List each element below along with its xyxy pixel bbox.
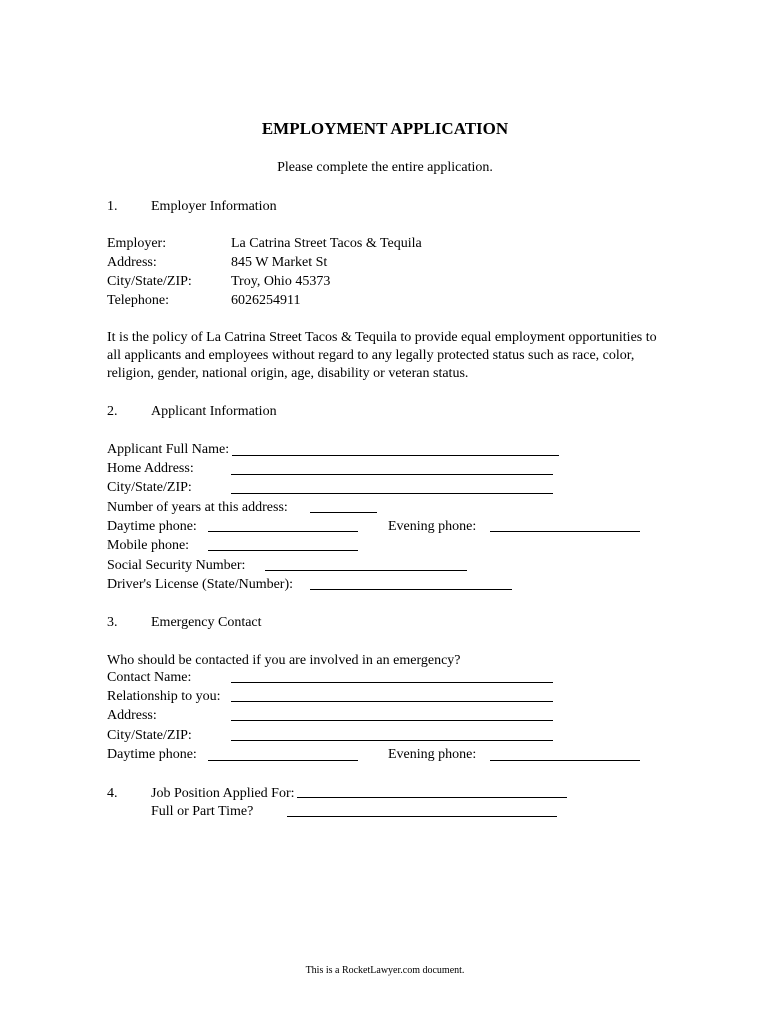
page-subtitle: Please complete the entire application. bbox=[277, 160, 493, 175]
section-1-number: 1. bbox=[107, 199, 118, 214]
section-3-number: 3. bbox=[107, 615, 118, 630]
policy-line-2: all applicants and employees without regard to any legally protected status such as race, color, bbox=[107, 348, 635, 363]
applicant-name-field[interactable] bbox=[232, 455, 559, 456]
footer-text: This is a RocketLawyer.com document. bbox=[305, 965, 465, 976]
applicant-evening-phone-field[interactable] bbox=[490, 531, 640, 532]
full-or-part-time-label: Full or Part Time? bbox=[151, 804, 254, 819]
employer-address-value: 845 W Market St bbox=[231, 255, 328, 270]
home-address-field[interactable] bbox=[231, 474, 553, 475]
emergency-question: Who should be contacted if you are involved in an emergency? bbox=[107, 653, 461, 668]
employer-label: Employer: bbox=[107, 236, 167, 251]
employer-telephone-value: 6026254911 bbox=[231, 293, 301, 308]
relationship-label: Relationship to you: bbox=[107, 689, 221, 704]
applicant-name-label: Applicant Full Name: bbox=[107, 442, 230, 457]
drivers-license-field[interactable] bbox=[310, 589, 512, 590]
contact-evening-phone-field[interactable] bbox=[490, 760, 640, 761]
applicant-city-label: City/State/ZIP: bbox=[107, 480, 192, 495]
section-4-number: 4. bbox=[107, 786, 118, 801]
policy-line-3: religion, gender, national origin, age, disability or veteran status. bbox=[107, 366, 469, 381]
drivers-license-label: Driver's License (State/Number): bbox=[107, 577, 294, 592]
section-1-heading: Employer Information bbox=[151, 199, 277, 214]
full-or-part-time-field[interactable] bbox=[287, 816, 557, 817]
ssn-field[interactable] bbox=[265, 570, 467, 571]
applicant-daytime-phone-field[interactable] bbox=[208, 531, 358, 532]
contact-daytime-phone-label: Daytime phone: bbox=[107, 747, 197, 762]
contact-daytime-phone-field[interactable] bbox=[208, 760, 358, 761]
contact-address-label: Address: bbox=[107, 708, 157, 723]
policy-line-1: It is the policy of La Catrina Street Tacos & Tequila to provide equal employment opportunities to bbox=[107, 330, 657, 345]
employer-value: La Catrina Street Tacos & Tequila bbox=[231, 236, 422, 251]
section-2-heading: Applicant Information bbox=[151, 404, 277, 419]
contact-name-field[interactable] bbox=[231, 682, 553, 683]
relationship-field[interactable] bbox=[231, 701, 553, 702]
applicant-daytime-phone-label: Daytime phone: bbox=[107, 519, 197, 534]
ssn-label: Social Security Number: bbox=[107, 558, 246, 573]
mobile-phone-label: Mobile phone: bbox=[107, 538, 190, 553]
page-title: EMPLOYMENT APPLICATION bbox=[261, 119, 509, 138]
section-3-heading: Emergency Contact bbox=[151, 615, 262, 630]
years-at-address-label: Number of years at this address: bbox=[107, 500, 288, 515]
job-position-label: Job Position Applied For: bbox=[151, 786, 295, 801]
applicant-evening-phone-label: Evening phone: bbox=[388, 519, 477, 534]
employer-city-label: City/State/ZIP: bbox=[107, 274, 192, 289]
years-at-address-field[interactable] bbox=[310, 512, 377, 513]
section-2-number: 2. bbox=[107, 404, 118, 419]
employer-telephone-label: Telephone: bbox=[107, 293, 169, 308]
contact-address-field[interactable] bbox=[231, 720, 553, 721]
applicant-city-field[interactable] bbox=[231, 493, 553, 494]
contact-name-label: Contact Name: bbox=[107, 670, 192, 685]
home-address-label: Home Address: bbox=[107, 461, 194, 476]
contact-city-label: City/State/ZIP: bbox=[107, 728, 192, 743]
employer-city-value: Troy, Ohio 45373 bbox=[231, 274, 331, 289]
employer-address-label: Address: bbox=[107, 255, 157, 270]
job-position-field[interactable] bbox=[297, 797, 567, 798]
mobile-phone-field[interactable] bbox=[208, 550, 358, 551]
contact-city-field[interactable] bbox=[231, 740, 553, 741]
contact-evening-phone-label: Evening phone: bbox=[388, 747, 477, 762]
